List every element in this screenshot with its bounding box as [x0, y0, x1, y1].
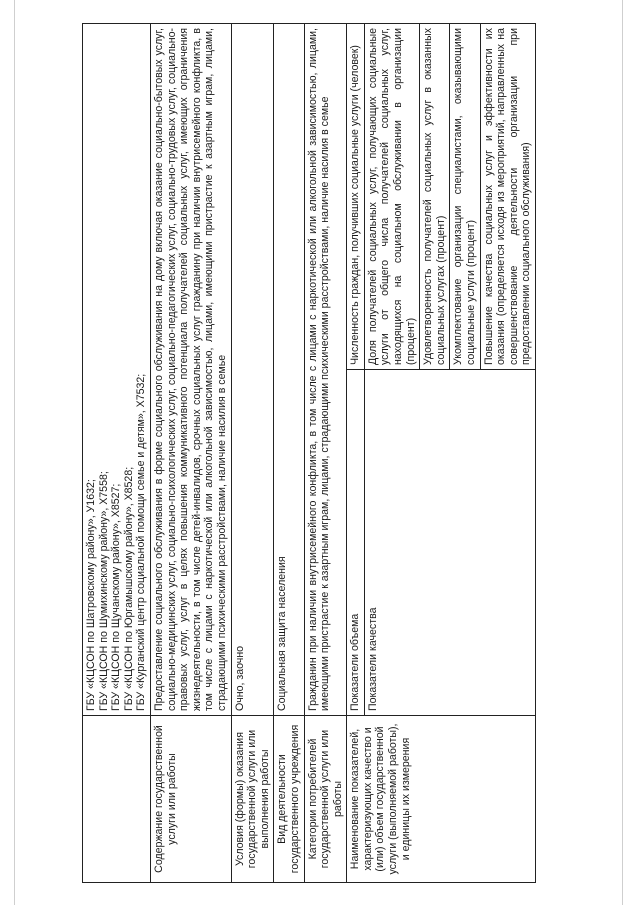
table-row [231, 24, 274, 883]
scan-edge-line [622, 0, 623, 905]
quality-item: Повышение качества социальных услуг и эффективности их оказания (определяется исходя из мероприятий, направленных на совершенствование деятельности организации при предоставлении социального обслуживания) [480, 24, 535, 370]
quality-label: Показатели качества [364, 370, 535, 716]
conditions-label: Условия (формы) оказания государственной услуги или выполнения работы [231, 716, 274, 883]
table-row [304, 24, 347, 883]
provider-line: ГБУ «КЦСОН по Шумихинскому району», Х7558; [97, 471, 110, 711]
provider-line: ГБУ «Курганский центр социальной помощи семье и детям», Х7532; [135, 373, 148, 711]
quality-item: Удовлетворенность получателей социальных услуг в оказанных социальных услугах (процент) [420, 24, 450, 370]
scan-edge-line [14, 0, 15, 905]
table-row [150, 24, 231, 883]
conditions-value: Очно, заочно [231, 24, 274, 716]
volume-label: Показатели объема [347, 370, 365, 716]
provider-line: ГБУ «КЦСОН по Щучанскому району», Х8527; [110, 483, 123, 711]
quality-item: Доля получателей социальных услуг, получающих социальные услуги от общего числа получателей социальных услуг, находящихся на социальном обслуживании в организации (процент) [364, 24, 419, 370]
provider-line: ГБУ «КЦСОН по Шатровскому району», У1632; [85, 479, 97, 711]
content-label: Содержание государственной услуги или работы [150, 716, 231, 883]
providers-cell [83, 24, 151, 716]
categories-value: Гражданин при наличии внутрисемейного конфликта, в том числе с лицами с наркотической или алкогольной зависимостью, лицами, имеющими пристрастие к азартным играм, лицами, страдающими психическими расстройствами, наличие насилия в семье [304, 24, 347, 716]
indicators-label: Наименование показателей, характеризующих качество и (или) объем государственной услуги (выполняемой работы), и единицы их измерения [347, 716, 536, 883]
activity-value: Социальная защита населения [274, 24, 304, 716]
table-row [347, 24, 365, 883]
providers-label-cell [83, 716, 151, 883]
service-table [82, 23, 536, 883]
content-value: Предоставление социального обслуживания в форме социального обслуживания на дому включая оказание социально-бытовых услуг, социально-медицинских услуг, социально-психологических услуг, социально-педагогических услуг, социально-трудовых услуг, социально-правовых услуг, услуг в целях повышения коммуникативного потенциала получателей социальных услуг, имеющих ограничения жизнедеятельности, в том числе детей-инвалидов, срочных социальных услуг гражданину при наличии внутрисемейного конфликта, в том числе с лицами с наркотической или алкогольной зависимостью, лицами, имеющими пристрастие к азартным играм, лицами, страдающими психическими расстройствами, наличие насилия в семье [150, 24, 231, 716]
table-row [83, 24, 151, 883]
provider-line: ГБУ «КЦСОН по Юргамышскому району», Х8528; [122, 466, 135, 711]
activity-label: Вид деятельности государственного учреждения [274, 716, 304, 883]
table-row [274, 24, 304, 883]
categories-label: Категории потребителей государственной услуги или работы [304, 716, 347, 883]
quality-item: Укомплектование организации специалистами, оказывающими социальные услуги (процент) [450, 24, 480, 370]
volume-value: Численность граждан, получивших социальные услуги (человек) [347, 24, 365, 370]
rotated-table-content [82, 23, 602, 883]
